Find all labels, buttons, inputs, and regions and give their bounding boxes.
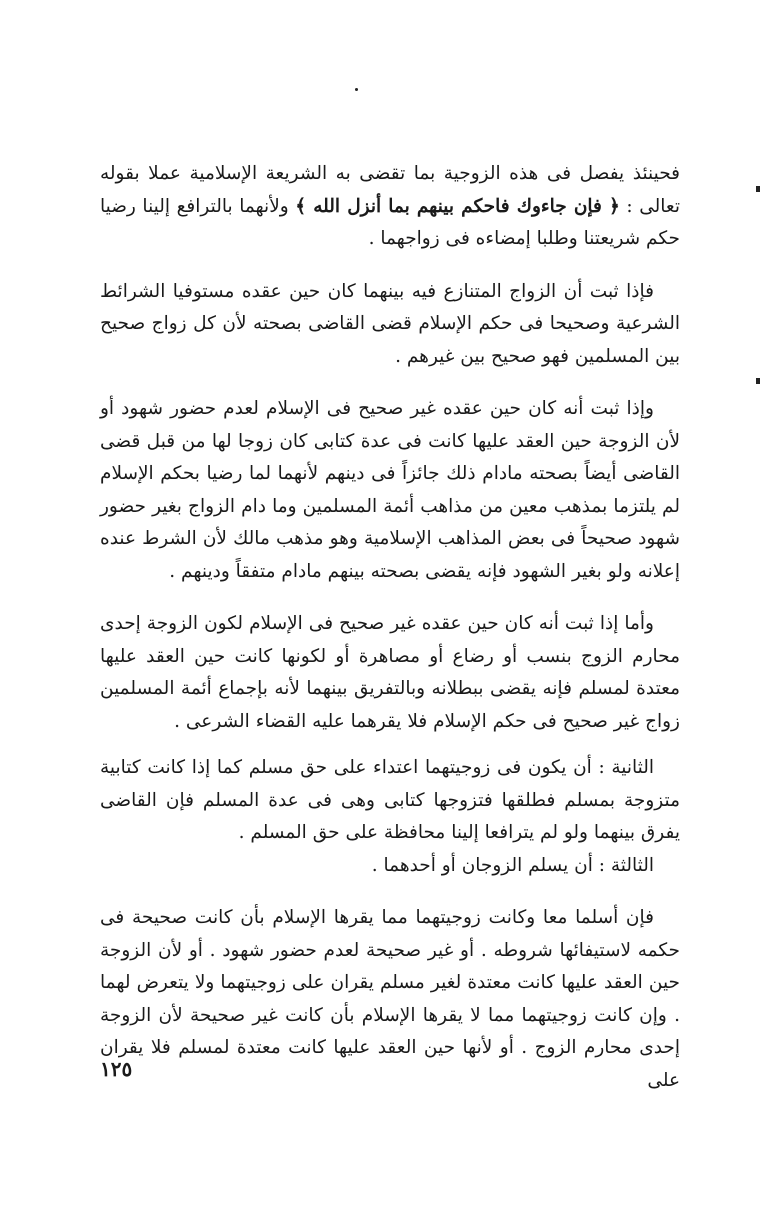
stray-dot (355, 88, 358, 91)
paragraph-text: فإن أسلما معا وكانت زوجيتهما مما يقرها الإسلام بأن كانت صحيحة فى حكمه لاستيفائها شروطه . أو غير صحيحة لعدم حضور شهود . أو لأن الزوجة حين العقد عليها كانت معتدة لغير مسلم يقران على زوجيتهما ولا يتعرض لهما . وإن كانت زوجيتهما مما لا يقرها الإسلام بأن كانت غير صحيحة لأن الزوجة إحدى محارم الزوج . أو لأنها حين العقد عليها كانت معتدة لمسلم فلا يقران على (100, 907, 680, 1091)
paragraph (100, 158, 680, 256)
paragraph-text: الثانية : أن يكون فى زوجيتهما اعتداء على حق مسلم كما إذا كانت كتابية متزوجة بمسلم فطلقها فتزوجها كتابى وهى فى عدة المسلم فإن القاضى يفرق بينهما ولو لم يترافعا إلينا محافظة على حق المسلم . (100, 757, 680, 843)
paragraph-text: فحينئذ يفصل فى هذه الزوجية بما تقضى به الشريعة الإسلامية عملا بقوله تعالى : (100, 163, 681, 217)
page-body (100, 158, 680, 1097)
paragraph (100, 276, 680, 374)
paragraph (100, 393, 680, 588)
page-number: ١٢٥ (100, 1057, 133, 1081)
paragraph-text: ولأنهما بالترافع إلينا رضيا حكم شريعتنا وطلبا إمضاءه فى زواجهما . (100, 195, 680, 249)
margin-mark (756, 378, 760, 384)
quran-quote: ﴿ فإن جاءوك فاحكم بينهم بما أنزل الله ﴾ (295, 195, 620, 217)
paragraph-text: الثالثة : أن يسلم الزوجان أو أحدهما . (371, 854, 654, 876)
margin-mark (756, 186, 760, 192)
paragraph-text: وأما إذا ثبت أنه كان حين عقده غير صحيح فى الإسلام لكون الزوجة إحدى محارم الزوج بنسب أو رضاع أو مصاهرة أو لكونها كانت حين العقد عليها معتدة لمسلم فإنه يقضى ببطلانه وبالتفريق بينهما لأنه بإجماع أئمة المسلمين زواج غير صحيح فى حكم الإسلام فلا يقرهما عليه القضاء الشرعى . (100, 613, 680, 732)
paragraph-text: فإذا ثبت أن الزواج المتنازع فيه بينهما كان حين عقده مستوفيا الشرائط الشرعية وصحيحا فى حكم الإسلام قضى القاضى بصحته لأن كل زواج صحيح بين المسلمين فهو صحيح بين غيرهم . (100, 280, 680, 367)
paragraph-text: وإذا ثبت أنه كان حين عقده غير صحيح فى الإسلام لعدم حضور شهود أو لأن الزوجة حين العقد عليها كانت فى عدة كتابى كان زوجا لها من قبل قضى القاضى أيضاً بصحته مادام ذلك جائزاً فى دينهم لأنهما لما رضيا بحكم الإسلام لم يلتزما بمذهب معين من مذاهب أئمة المسلمين وما دام الزواج بغير حضور شهود صحيحاً فى بعض المذاهب الإسلامية وهو مذهب مالك لأن الشرط عنده إعلانه ولو بغير الشهود فإنه يقضى بصحته بينهم مادام متفقاً ودينهم . (100, 398, 680, 582)
paragraph (100, 752, 680, 850)
paragraph (100, 850, 680, 883)
paragraph (100, 608, 680, 738)
paragraph (100, 902, 680, 1097)
